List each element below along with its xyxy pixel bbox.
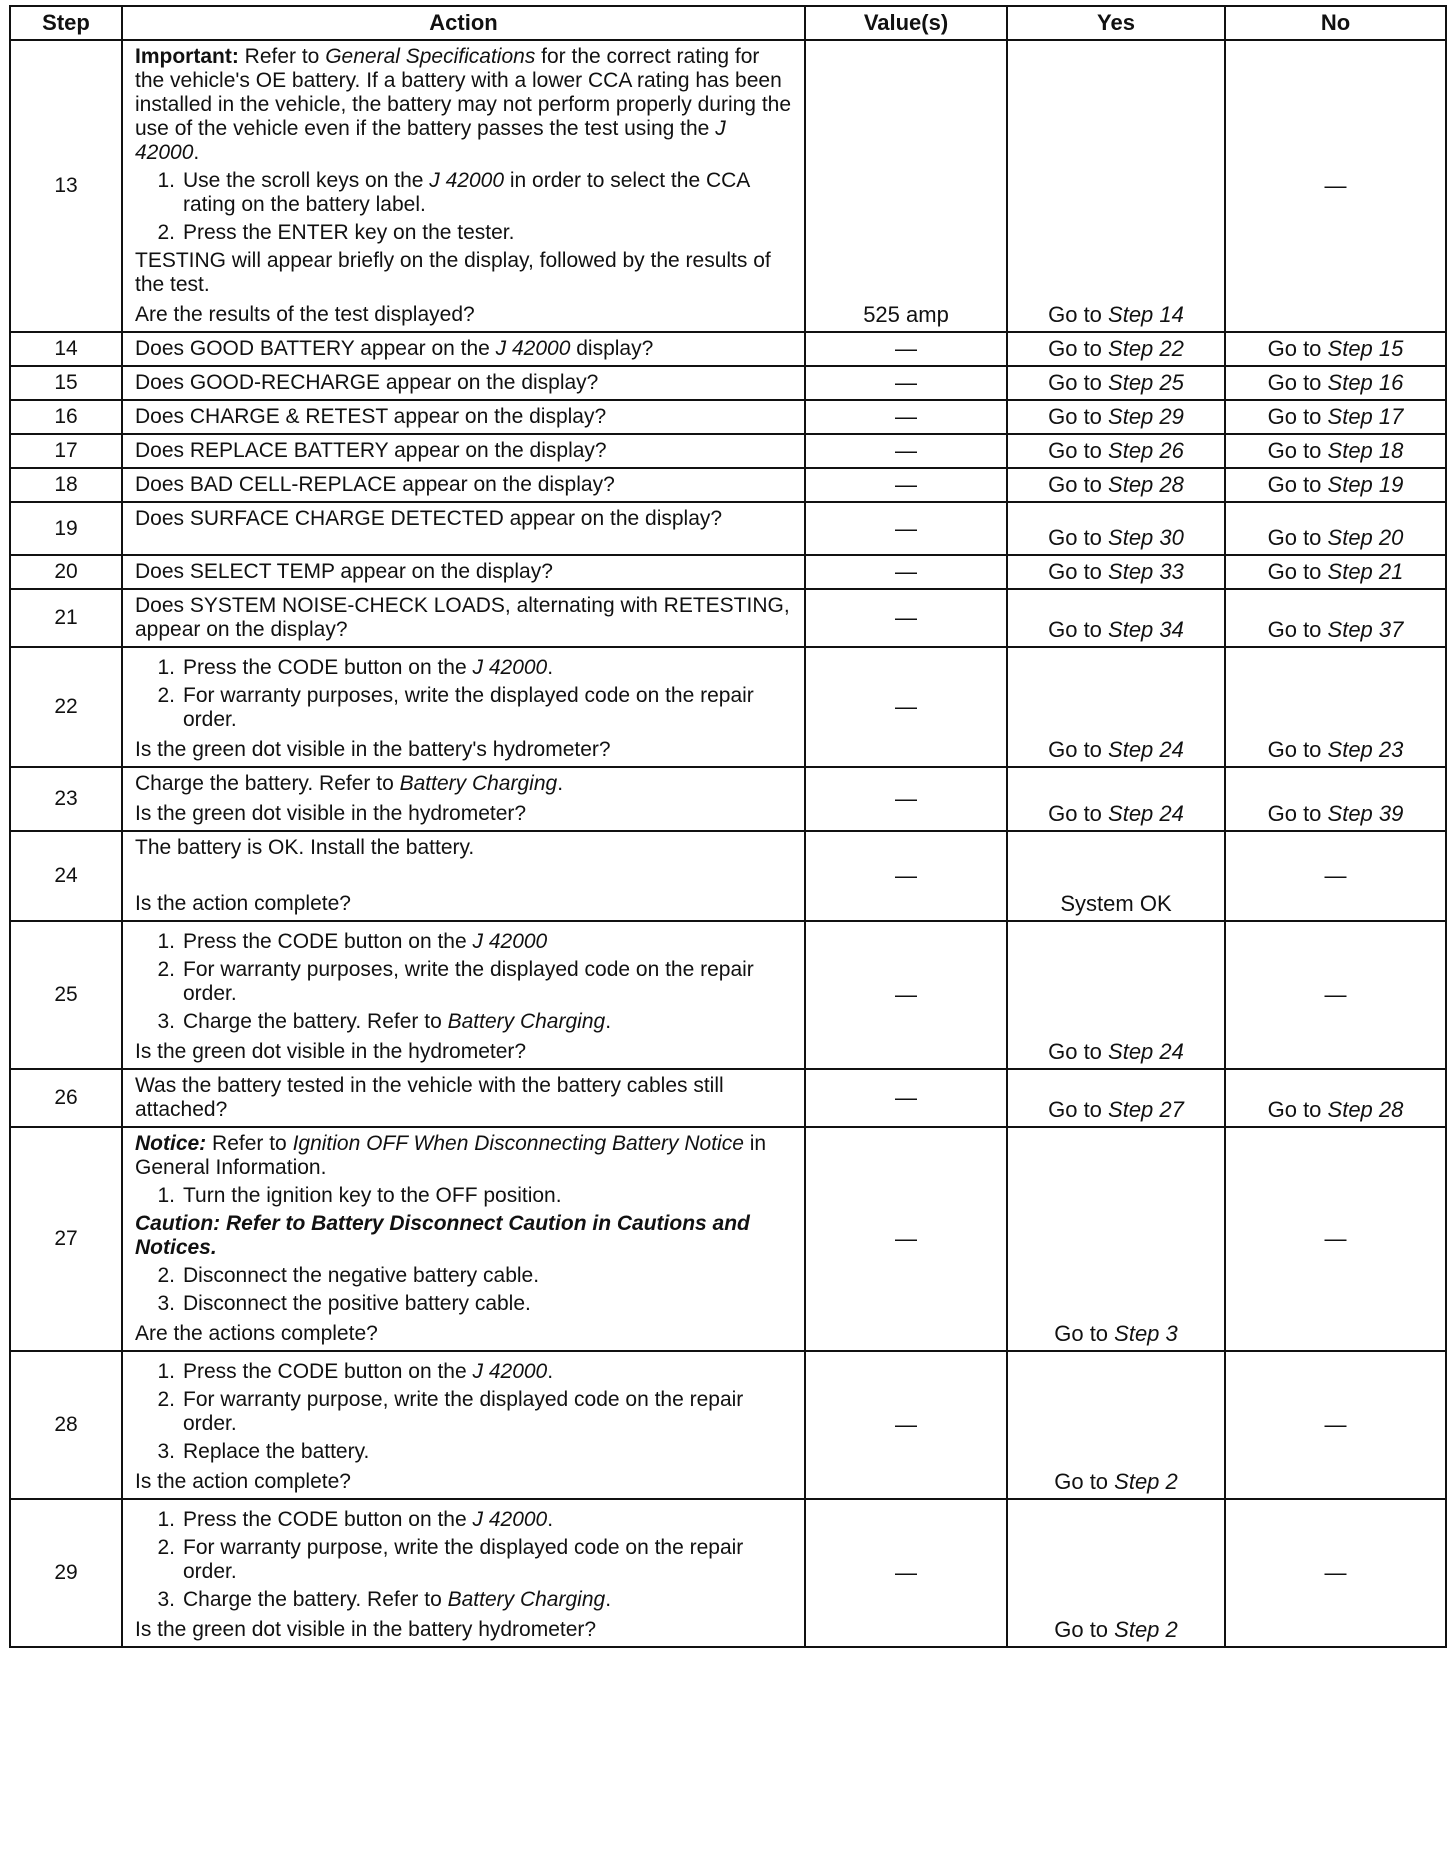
- value-cell: —: [805, 366, 1007, 400]
- yes-cell: Go to Step 22: [1007, 332, 1225, 366]
- no-cell: —: [1225, 40, 1446, 332]
- list-item: 3. Replace the battery.: [157, 1440, 370, 1463]
- table-row: [10, 1499, 1446, 1647]
- list-item: 2. Press the ENTER key on the tester.: [157, 221, 515, 244]
- value-cell: —: [805, 434, 1007, 468]
- value-cell: —: [805, 332, 1007, 366]
- table-row: [10, 366, 1446, 400]
- header-values: Value(s): [805, 6, 1007, 40]
- no-cell: Go to Step 17: [1225, 400, 1446, 434]
- table-row: [10, 1127, 1446, 1351]
- yes-cell: Go to Step 3: [1007, 1127, 1225, 1351]
- question: Does SYSTEM NOISE-CHECK LOADS, alternating with RETESTING, appear on the display?: [122, 589, 805, 647]
- question: Is the action complete?: [135, 1470, 351, 1493]
- action-cell: [122, 1351, 805, 1499]
- list-item: 2. For warranty purposes, write the displayed code on the repair order.: [157, 684, 754, 731]
- caution-paragraph: Caution: Refer to Battery Disconnect Caution in Cautions and Notices.: [135, 1212, 750, 1259]
- question: Does GOOD BATTERY appear on the J 42000 display?: [122, 332, 805, 366]
- step-number: 29: [10, 1499, 122, 1647]
- no-cell: Go to Step 39: [1225, 767, 1446, 831]
- question: Is the green dot visible in the hydrometer?: [135, 802, 527, 825]
- action-cell: [122, 1499, 805, 1647]
- question: Does SURFACE CHARGE DETECTED appear on the display?: [122, 502, 805, 555]
- question: Does SELECT TEMP appear on the display?: [122, 555, 805, 589]
- action-cell: [122, 767, 805, 831]
- header-action: Action: [122, 6, 805, 40]
- yes-cell: Go to Step 28: [1007, 468, 1225, 502]
- table-row: [10, 831, 1446, 921]
- step-number: 21: [10, 589, 122, 647]
- yes-cell: System OK: [1007, 831, 1225, 921]
- yes-cell: Go to Step 33: [1007, 555, 1225, 589]
- list-item: 3. Charge the battery. Refer to Battery Charging.: [157, 1010, 612, 1033]
- list-item: 1. Use the scroll keys on the J 42000 in order to select the CCA rating on the battery label.: [157, 169, 750, 216]
- no-cell: —: [1225, 1127, 1446, 1351]
- no-cell: Go to Step 28: [1225, 1069, 1446, 1127]
- yes-cell: Go to Step 25: [1007, 366, 1225, 400]
- table-row: [10, 767, 1446, 831]
- table-row: [10, 468, 1446, 502]
- table-row: [10, 921, 1446, 1069]
- no-cell: —: [1225, 831, 1446, 921]
- table-row: [10, 400, 1446, 434]
- question: Is the green dot visible in the battery's hydrometer?: [135, 738, 611, 761]
- list-item: 1. Press the CODE button on the J 42000: [157, 930, 548, 953]
- value-cell: —: [805, 831, 1007, 921]
- value-cell: 525 amp: [805, 40, 1007, 332]
- step-number: 17: [10, 434, 122, 468]
- value-cell: —: [805, 1127, 1007, 1351]
- no-cell: Go to Step 19: [1225, 468, 1446, 502]
- action-cell: [122, 647, 805, 767]
- list-item: 2. For warranty purpose, write the displayed code on the repair order.: [157, 1388, 744, 1435]
- table-row: [10, 502, 1446, 555]
- step-number: 15: [10, 366, 122, 400]
- question: Does CHARGE & RETEST appear on the display?: [122, 400, 805, 434]
- yes-cell: Go to Step 24: [1007, 767, 1225, 831]
- yes-cell: Go to Step 24: [1007, 921, 1225, 1069]
- header-step: Step: [10, 6, 122, 40]
- table-row: [10, 589, 1446, 647]
- list-item: 1. Press the CODE button on the J 42000.: [157, 656, 554, 679]
- table-row: [10, 40, 1446, 332]
- yes-cell: Go to Step 26: [1007, 434, 1225, 468]
- list-item: 3. Charge the battery. Refer to Battery Charging.: [157, 1588, 612, 1611]
- notice-paragraph: Notice: Refer to Ignition OFF When Disconnecting Battery Notice in General Information.: [135, 1132, 767, 1179]
- no-cell: Go to Step 23: [1225, 647, 1446, 767]
- step-number: 22: [10, 647, 122, 767]
- paragraph: The battery is OK. Install the battery.: [135, 836, 475, 859]
- step-number: 27: [10, 1127, 122, 1351]
- list-item: 1. Press the CODE button on the J 42000.: [157, 1508, 554, 1531]
- important-paragraph: Important: Refer to General Specifications for the correct rating for the vehicle's OE battery. If a battery with a lower CCA rating has been installed in the vehicle, the battery may not perform properly during the use of the vehicle even if the battery passes the test using the J 42000.: [135, 45, 792, 164]
- action-cell: [122, 1127, 805, 1351]
- value-cell: —: [805, 921, 1007, 1069]
- yes-cell: Go to Step 14: [1007, 40, 1225, 332]
- question: Does REPLACE BATTERY appear on the display?: [122, 434, 805, 468]
- step-number: 16: [10, 400, 122, 434]
- value-cell: —: [805, 400, 1007, 434]
- paragraph: TESTING will appear briefly on the display, followed by the results of the test.: [135, 249, 771, 296]
- value-cell: —: [805, 1351, 1007, 1499]
- value-cell: —: [805, 1069, 1007, 1127]
- value-cell: —: [805, 468, 1007, 502]
- value-cell: —: [805, 555, 1007, 589]
- step-number: 20: [10, 555, 122, 589]
- no-cell: —: [1225, 921, 1446, 1069]
- table-row: [10, 1069, 1446, 1127]
- action-cell: [122, 921, 805, 1069]
- step-number: 24: [10, 831, 122, 921]
- step-number: 26: [10, 1069, 122, 1127]
- no-cell: Go to Step 18: [1225, 434, 1446, 468]
- diagnostic-table: [9, 5, 1447, 1648]
- action-cell: [122, 831, 805, 921]
- question: Is the green dot visible in the hydrometer?: [135, 1040, 527, 1063]
- header-row: [10, 6, 1446, 40]
- no-cell: Go to Step 37: [1225, 589, 1446, 647]
- table-row: [10, 1351, 1446, 1499]
- action-cell: [122, 40, 805, 332]
- yes-cell: Go to Step 2: [1007, 1499, 1225, 1647]
- question: Does GOOD-RECHARGE appear on the display?: [122, 366, 805, 400]
- list-item: 2. For warranty purposes, write the displayed code on the repair order.: [157, 958, 754, 1005]
- no-cell: —: [1225, 1499, 1446, 1647]
- table-row: [10, 434, 1446, 468]
- yes-cell: Go to Step 27: [1007, 1069, 1225, 1127]
- question: Are the actions complete?: [135, 1322, 378, 1345]
- step-number: 14: [10, 332, 122, 366]
- no-cell: Go to Step 16: [1225, 366, 1446, 400]
- list-item: 1. Turn the ignition key to the OFF position.: [157, 1184, 562, 1207]
- question: Is the green dot visible in the battery hydrometer?: [135, 1618, 597, 1641]
- header-no: No: [1225, 6, 1446, 40]
- question: Does BAD CELL-REPLACE appear on the display?: [122, 468, 805, 502]
- no-cell: Go to Step 21: [1225, 555, 1446, 589]
- step-number: 28: [10, 1351, 122, 1499]
- header-yes: Yes: [1007, 6, 1225, 40]
- yes-cell: Go to Step 34: [1007, 589, 1225, 647]
- question: Are the results of the test displayed?: [135, 303, 475, 326]
- step-number: 23: [10, 767, 122, 831]
- list-item: 2. For warranty purpose, write the displayed code on the repair order.: [157, 1536, 744, 1583]
- step-number: 25: [10, 921, 122, 1069]
- value-cell: —: [805, 589, 1007, 647]
- step-number: 18: [10, 468, 122, 502]
- yes-cell: Go to Step 24: [1007, 647, 1225, 767]
- step-number: 13: [10, 40, 122, 332]
- value-cell: —: [805, 767, 1007, 831]
- table-row: [10, 647, 1446, 767]
- no-cell: Go to Step 20: [1225, 502, 1446, 555]
- table-row: [10, 332, 1446, 366]
- paragraph: Charge the battery. Refer to Battery Charging.: [135, 772, 564, 795]
- question: Was the battery tested in the vehicle with the battery cables still attached?: [122, 1069, 805, 1127]
- value-cell: —: [805, 502, 1007, 555]
- list-item: 3. Disconnect the positive battery cable.: [157, 1292, 531, 1315]
- value-cell: —: [805, 1499, 1007, 1647]
- yes-cell: Go to Step 30: [1007, 502, 1225, 555]
- list-item: 2. Disconnect the negative battery cable.: [157, 1264, 540, 1287]
- yes-cell: Go to Step 29: [1007, 400, 1225, 434]
- list-item: 1. Press the CODE button on the J 42000.: [157, 1360, 554, 1383]
- question: Is the action complete?: [135, 892, 351, 915]
- no-cell: —: [1225, 1351, 1446, 1499]
- value-cell: —: [805, 647, 1007, 767]
- no-cell: Go to Step 15: [1225, 332, 1446, 366]
- table-row: [10, 555, 1446, 589]
- yes-cell: Go to Step 2: [1007, 1351, 1225, 1499]
- step-number: 19: [10, 502, 122, 555]
